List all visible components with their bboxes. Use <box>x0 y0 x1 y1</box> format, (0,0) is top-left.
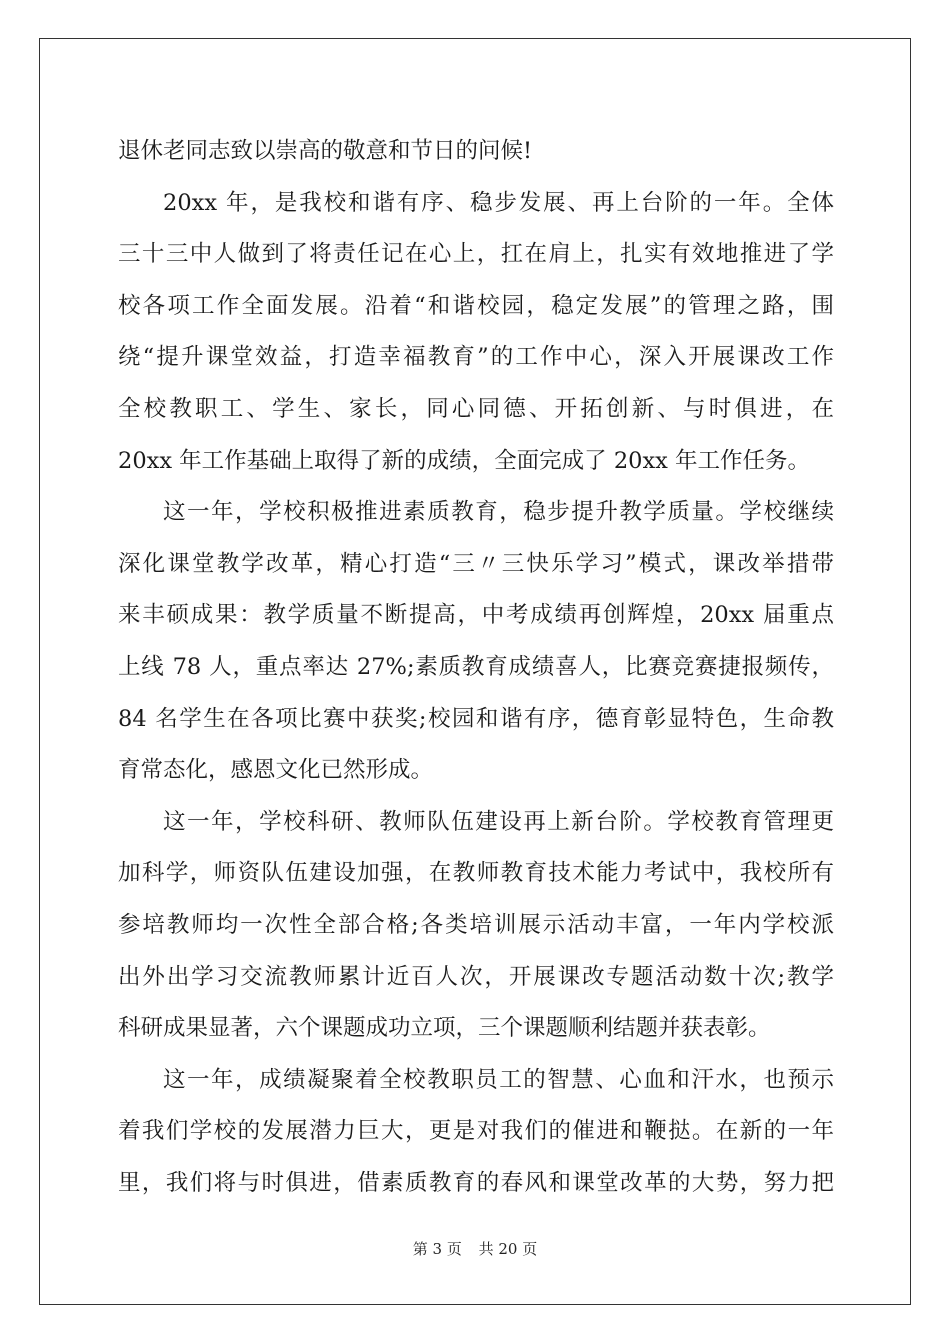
paragraph-start-line: 20xx 年，是我校和谐有序、稳步发展、再上台阶的一年。全体 <box>163 189 834 216</box>
text-line: 三十三中人做到了将责任记在心上，扛在肩上，扎实有效地推进了学 <box>118 241 834 268</box>
text-line: 全校教职工、学生、家长，同心同德、开拓创新、与时俱进，在 <box>118 395 834 422</box>
text-line: 深化课堂教学改革，精心打造“三〃三快乐学习”模式，课改举措带 <box>118 550 834 577</box>
document-body <box>118 126 834 1209</box>
text-line: 科研成果显著，六个课题成功立项，三个课题顺利结题并获表彰。 <box>118 1015 771 1042</box>
text-line: 退休老同志致以崇高的敬意和节日的问候! <box>118 138 533 164</box>
text-line: 出外出学习交流教师累计近百人次，开展课改专题活动数十次;教学 <box>118 963 834 990</box>
paragraph-start-line: 这一年，学校科研、教师队伍建设再上新台阶。学校教育管理更 <box>163 808 834 835</box>
page-number: 第 3 页 <box>412 1240 462 1258</box>
text-line: 着我们学校的发展潜力巨大，更是对我们的催进和鞭挞。在新的一年 <box>118 1118 834 1145</box>
text-line: 绕“提升课堂效益，打造幸福教育”的工作中心，深入开展课改工作 <box>118 344 834 371</box>
text-line: 参培教师均一次性全部合格;各类培训展示活动丰富，一年内学校派 <box>118 911 834 938</box>
text-line: 84 名学生在各项比赛中获奖;校园和谐有序，德育彰显特色，生命教 <box>118 705 834 732</box>
text-line: 上线 78 人，重点率达 27%;素质教育成绩喜人，比赛竞赛捷报频传， <box>118 653 834 680</box>
text-line: 里，我们将与时俱进，借素质教育的春风和课堂改革的大势，努力把 <box>118 1169 834 1196</box>
paragraph-start-line: 这一年，学校积极推进素质教育，稳步提升教学质量。学校继续 <box>163 499 834 526</box>
text-line: 20xx 年工作基础上取得了新的成绩，全面完成了 20xx 年工作任务。 <box>118 447 810 474</box>
page-total: 共 20 页 <box>478 1240 538 1258</box>
text-line: 育常态化，感恩文化已然形成。 <box>118 757 434 784</box>
paragraph-start-line: 这一年，成绩凝聚着全校教职员工的智慧、心血和汗水，也预示 <box>163 1066 834 1093</box>
page-footer <box>0 1238 950 1259</box>
text-line: 来丰硕成果：教学质量不断提高，中考成绩再创辉煌，20xx 届重点 <box>118 602 834 629</box>
text-line: 校各项工作全面发展。沿着“和谐校园，稳定发展”的管理之路，围 <box>118 292 834 319</box>
text-line: 加科学，师资队伍建设加强，在教师教育技术能力考试中，我校所有 <box>118 860 834 887</box>
